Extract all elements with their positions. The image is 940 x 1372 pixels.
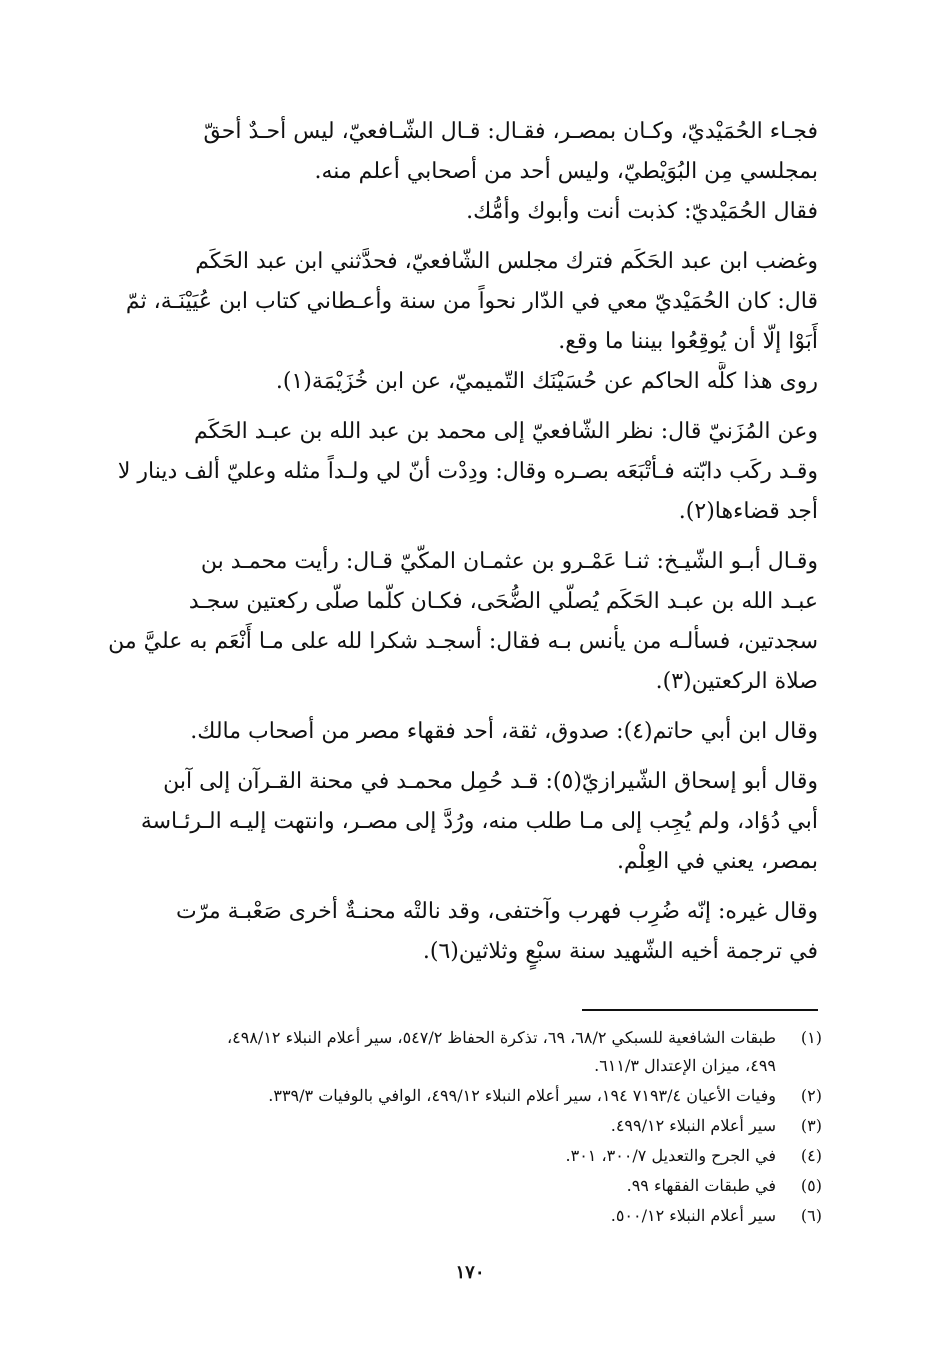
footnote-separator: [582, 1009, 818, 1011]
footnote-number: (٦): [800, 1206, 822, 1225]
footnotes: [92, 1024, 822, 1232]
paragraph: [104, 412, 818, 532]
text-line: بمجلسي مِن البُوَيْطيّ، وليس أحد من أصحابي أعلم منه.: [314, 159, 818, 184]
text-line: روى هذا كلَّه الحاكم عن حُسَيْنَك التّميميّ، عن ابن خُزَيْمَة(١).: [275, 369, 818, 394]
page-number: ١٧٠: [455, 1262, 485, 1283]
footnote: [92, 1024, 822, 1080]
text-line: وغضب ابن عبد الحَكَم فترك مجلس الشّافعيّ، فحدَّثني ابن عبد الحَكَم: [195, 249, 818, 274]
text-line: وعن المُزَنيّ قال: نظر الشّافعيّ إلى محمد بن عبد الله بن عبـد الحَكَم: [193, 419, 818, 444]
text-line: قال: كان الحُمَيْديّ معي في الدّار نحواً من سنة وأعـطاني كتاب ابن عُيَيْنَـة، ثمّ: [125, 289, 818, 314]
text-line: بمصر، يعني في العِلْم.: [616, 849, 818, 874]
text-line: أَبَوْا إلّا أن يُوقِعُوا بيننا ما وقع.: [558, 329, 818, 354]
footnote-text: [92, 1112, 776, 1140]
text-line: أجد قضاءها(٢).: [678, 499, 818, 524]
footnote-line: في طبقات الفقهاء ٩٩.: [626, 1176, 776, 1195]
footnote-text: [92, 1082, 776, 1110]
paragraph: [104, 712, 818, 752]
paragraph: [104, 892, 818, 972]
footnote-number: (٢): [800, 1086, 822, 1105]
footnote: [92, 1112, 822, 1140]
paragraph: [104, 242, 818, 402]
footnote-number: (٤): [800, 1146, 822, 1165]
text-line: في ترجمة أخيه الشّهيد سنة سبْعٍ وثلاثين(٦).: [422, 939, 818, 964]
text-line: وقال أبو إسحاق الشّيرازيّ(٥): قـد حُمِل محمـد في محنة القـرآن إلى آبن: [163, 769, 818, 794]
text-line: وقال ابن أبي حاتم(٤): صدوق، ثقة، أحد فقهاء مصر من أصحاب مالك.: [190, 719, 818, 744]
paragraph: [104, 542, 818, 702]
footnote-line: ٤٩٩، ميزان الإعتدال ٦١١/٣.: [594, 1056, 776, 1075]
footnote-line: سير أعلام النبلاء ٤٩٩/١٢.: [610, 1116, 776, 1135]
text-line: سجدتين، فسألـه من يأنس بـه فقال: أسجـد شكرا لله على مـا أَنْعَم به عليَّ من: [108, 629, 818, 654]
footnote: [92, 1142, 822, 1170]
text-line: فقال الحُمَيْديّ: كذبت أنت وأبوك وأمُّك.: [466, 199, 818, 224]
footnote-line: وفيات الأعيان ٧١٩٣/٤ ١٩٤، سير أعلام النبلاء ٤٩٩/١٢، الوافي بالوفيات ٣٣٩/٣.: [268, 1086, 776, 1105]
footnote-line: في الجرح والتعديل ٣٠٠/٧، ٣٠١.: [565, 1146, 776, 1165]
footnote: [92, 1172, 822, 1200]
text-line: وقـال أبـو الشّيـخ: ثنـا عَمْـرو بن عثمـان المكّيّ قـال: رأيت محمـد بن: [200, 549, 818, 574]
paragraph: [104, 112, 818, 232]
text-line: وقال غيره: إنّه ضُرِب فهرب وآختفى، وقد نالتْه محنـةٌ أخرى صَعْبـة مرّت: [176, 899, 818, 924]
text-line: عبـد الله بن عبـد الحَكَم يُصلّي الضُّحَى، فكـان كلّما صلّى ركعتين سجـد: [188, 589, 818, 614]
footnote: [92, 1202, 822, 1230]
main-text: [104, 112, 818, 982]
footnote-number: (٥): [800, 1176, 822, 1195]
text-line: فجـاء الحُمَيْديّ، وكـان بمصـر، فقـال: قـال الشّـافعيّ، ليس أحـدٌ أحقّ: [203, 119, 818, 144]
paragraph: [104, 762, 818, 882]
footnote-text: [92, 1142, 776, 1170]
text-line: أبي دُؤاد، ولم يُجِب إلى مـا طلب منه، ورُدَّ إلى مصـر، وانتهت إليـه الـرئـاسة: [140, 809, 818, 834]
footnote-line: سير أعلام النبلاء ٥٠٠/١٢.: [610, 1206, 776, 1225]
text-line: وقـد ركَب دابّته فـأتْبَعَه بصـره وقال: ودِدْت أنّ لي ولـداً مثله وعليّ ألف دينار لا: [117, 459, 818, 484]
footnote-text: [92, 1024, 776, 1080]
footnote-text: [92, 1172, 776, 1200]
footnote-text: [92, 1202, 776, 1230]
footnote-number: (٣): [800, 1116, 822, 1135]
footnote: [92, 1082, 822, 1110]
footnote-number: (١): [800, 1028, 822, 1047]
footnote-line: طبقات الشافعية للسبكي ٦٨/٢، ٦٩، تذكرة الحفاظ ٥٤٧/٢، سير أعلام النبلاء ٤٩٨/١٢،: [226, 1028, 776, 1047]
text-line: صلاة الركعتين(٣).: [655, 669, 818, 694]
